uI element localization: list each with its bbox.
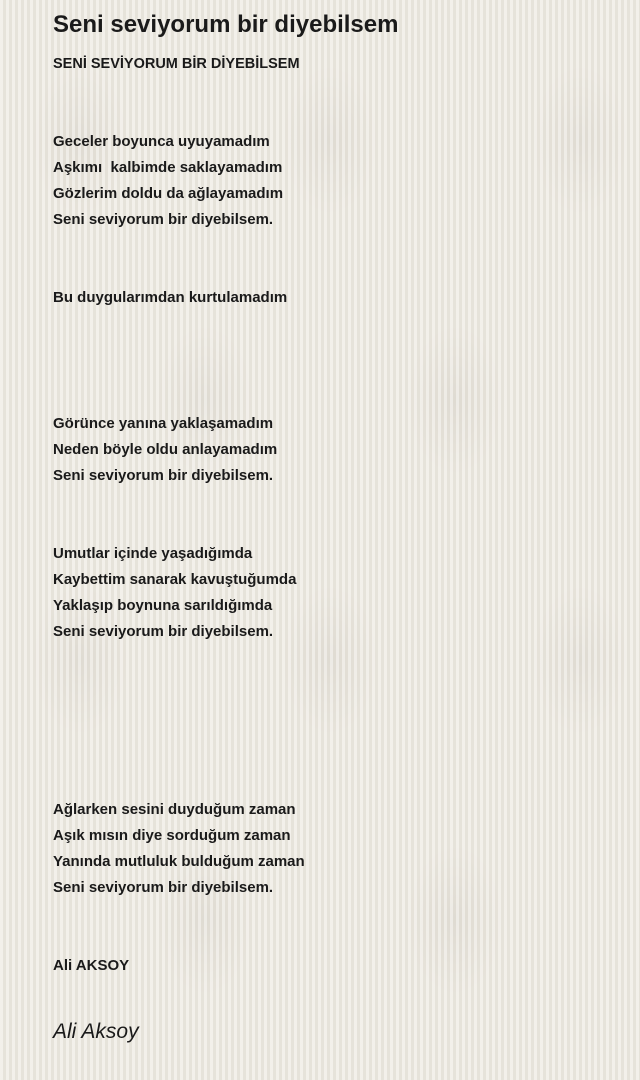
poem-line: Görünce yanına yaklaşamadım [53, 415, 274, 432]
poem-line: Yaklaşıp boynuna sarıldığımda [53, 597, 273, 614]
poem-line: Neden böyle oldu anlayamadım [53, 441, 278, 458]
poem-line: Bu duygularımdan kurtulamadım [53, 289, 288, 306]
poem-line: Aşkımı kalbimde saklayamadım [53, 159, 283, 176]
poem-line: Yanında mutluluk bulduğum zaman [53, 853, 305, 870]
poem-line: Ağlarken sesini duyduğum zaman [53, 801, 296, 818]
poem-line: Gözlerim doldu da ağlayamadım [53, 185, 284, 202]
poem-line: Seni seviyorum bir diyebilsem. [53, 623, 274, 640]
poem-line: Geceler boyunca uyuyamadım [53, 133, 270, 150]
poem-line: Umutlar içinde yaşadığımda [53, 545, 253, 562]
poem-title: Seni seviyorum bir diyebilsem [53, 11, 399, 38]
poem-line: Kaybettim sanarak kavuştuğumda [53, 571, 297, 588]
poem-line: Seni seviyorum bir diyebilsem. [53, 467, 274, 484]
poem-line: Seni seviyorum bir diyebilsem. [53, 211, 274, 228]
poem-author: Ali AKSOY [53, 957, 130, 974]
poem-subtitle: SENİ SEVİYORUM BİR DİYEBİLSEM [53, 56, 300, 72]
author-signature: Ali Aksoy [53, 1020, 139, 1043]
poem-line: Seni seviyorum bir diyebilsem. [53, 879, 274, 896]
poem-line: Aşık mısın diye sorduğum zaman [53, 827, 291, 844]
